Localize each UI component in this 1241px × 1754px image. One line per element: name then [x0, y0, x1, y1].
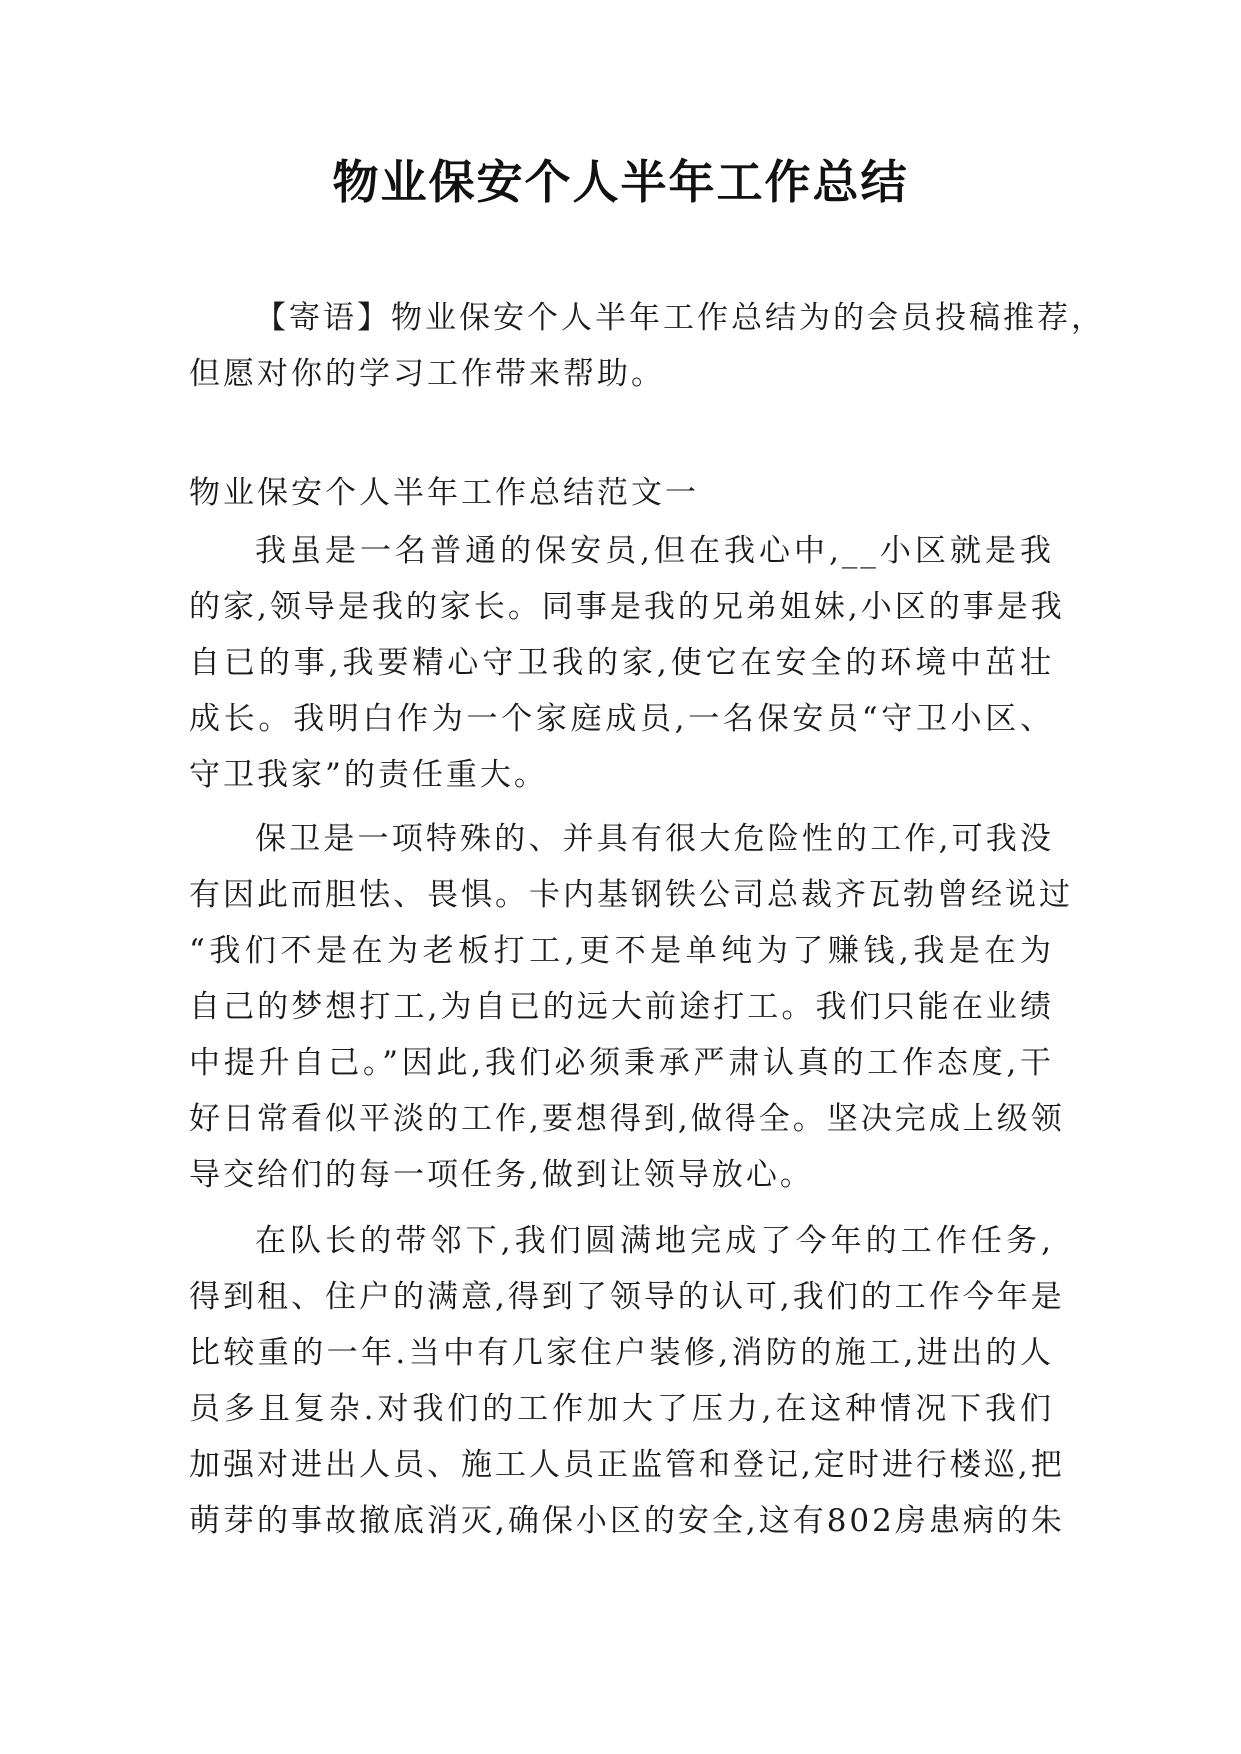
paragraph-line: “我们不是在为老板打工,更不是单纯为了赚钱,我是在为: [189, 933, 1054, 969]
paragraph-line: 的家,领导是我的家长。同事是我的兄弟姐妹,小区的事是我: [189, 589, 1065, 625]
paragraph-line: 加强对进出人员、施工人员正监管和登记,定时进行楼巡,把: [189, 1447, 1065, 1483]
paragraph-line: 自已的事,我要精心守卫我的家,使它在安全的环境中茁壮: [189, 645, 1054, 681]
paragraph-line: 萌芽的事故撤底消灭,确保小区的安全,这有802房患病的朱: [189, 1503, 1065, 1539]
body-paragraph-2: [189, 811, 1073, 1203]
paragraph-line: 员多且复杂.对我们的工作加大了压力,在这种情况下我们: [189, 1391, 1054, 1427]
paragraph-line: 在队长的带邻下,我们圆满地完成了今年的工作任务,: [255, 1223, 1054, 1259]
document-title: 物业保安个人半年工作总结: [332, 155, 909, 209]
paragraph-line: 成长。我明白作为一个家庭成员,一名保安员“守卫小区、: [189, 701, 1054, 737]
intro-line: 但愿对你的学习工作带来帮助。: [189, 356, 665, 392]
paragraph-line: 比较重的一年.当中有几家住户装修,消防的施工,进出的人: [189, 1335, 1054, 1371]
paragraph-line: 我虽是一名普通的保安员,但在我心中,__小区就是我: [255, 533, 1054, 569]
paragraph-line: 有因此而胆怯、畏惧。卡内基钢铁公司总裁齐瓦勃曾经说过: [189, 877, 1073, 913]
paragraph-line: 得到租、住户的满意,得到了领导的认可,我们的工作今年是: [189, 1279, 1065, 1315]
paragraph-line: 导交给们的每一项任务,做到让领导放心。: [189, 1157, 814, 1193]
paragraph-line: 保卫是一项特殊的、并具有很大危险性的工作,可我没: [255, 821, 1054, 857]
subheading-text: 物业保安个人半年工作总结范文一: [189, 475, 699, 511]
paragraph-line: 自己的梦想打工,为自已的远大前途打工。我们只能在业绩: [189, 989, 1054, 1025]
intro-line: 【寄语】物业保安个人半年工作总结为的会员投稿推荐，: [255, 300, 1105, 336]
paragraph-line: 中提升自己。”因此,我们必须秉承严肃认真的工作态度,干: [189, 1045, 1054, 1081]
paragraph-line: 守卫我家”的责任重大。: [189, 757, 548, 793]
intro-paragraph: [189, 290, 1105, 402]
paragraph-line: 好日常看似平淡的工作,要想得到,做得全。坚决完成上级领: [189, 1101, 1065, 1137]
section-subheading: [189, 465, 1054, 521]
body-paragraph-1: [189, 523, 1065, 803]
body-paragraph-3: [189, 1213, 1065, 1549]
